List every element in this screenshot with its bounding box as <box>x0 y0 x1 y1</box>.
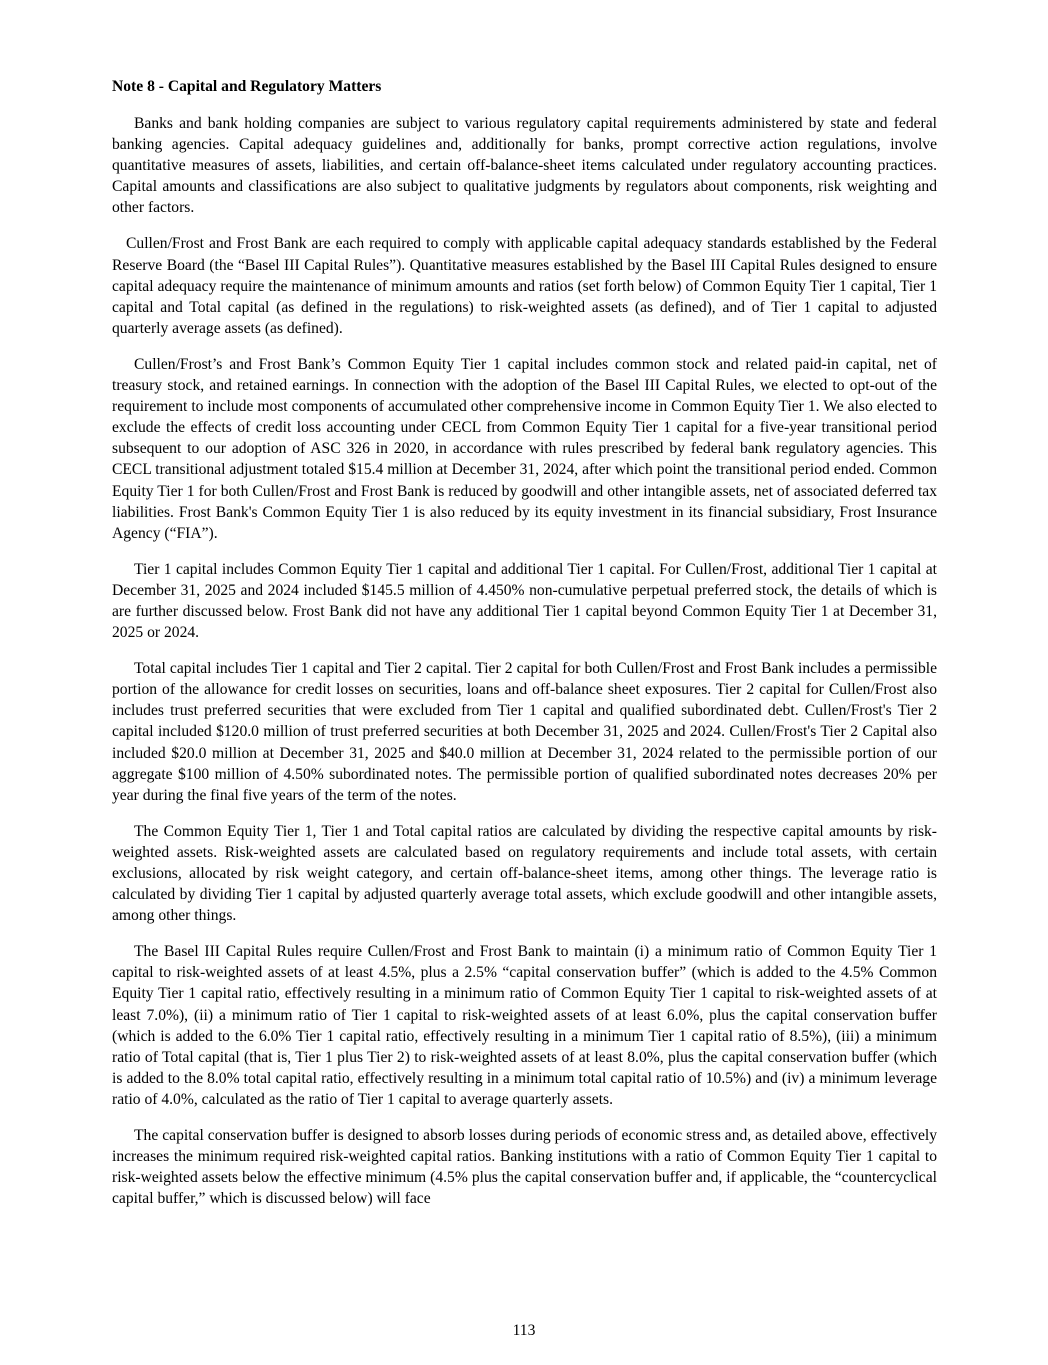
paragraph-total-capital: Total capital includes Tier 1 capital and Tier 2 capital. Tier 2 capital for both Cullen/Frost and Frost Bank includes a permissible portion of the allowance for credit losses on securities, loans and off-balance sheet exposures. Tier 2 capital for Cullen/Frost also includes trust preferred securities that were excluded from Tier 1 capital and qualified subordinated debt. Cullen/Frost's Tier 2 capital included $120.0 million of trust preferred securities at both December 31, 2025 and 2024. Cullen/Frost's Tier 2 Capital also included $20.0 million at December 31, 2025 and $40.0 million at December 31, 2024 related to the permissible portion of our aggregate $100 million of 4.50% subordinated notes. The permissible portion of qualified subordinated notes decreases 20% per year during the final five years of the term of the notes. <box>112 660 937 804</box>
paragraph-regulatory-requirements: Banks and bank holding companies are subject to various regulatory capital requirements administered by state and federal banking agencies. Capital adequacy guidelines and, additionally for banks, prompt corrective action regulations, involve quantitative measures of assets, liabilities, and certain off-balance-sheet items calculated under regulatory accounting practices. Capital amounts and classifications are also subject to qualitative judgments by regulators about components, risk weighting and other factors. <box>112 115 937 217</box>
section-heading: Note 8 - Capital and Regulatory Matters <box>112 78 382 95</box>
document-page <box>112 76 937 1224</box>
paragraph-minimum-ratios: The Basel III Capital Rules require Cullen/Frost and Frost Bank to maintain (i) a minimum ratio of Common Equity Tier 1 capital to risk-weighted assets of at least 4.5%, plus a 2.5% “capital conservation buffer” (which is added to the 4.5% Common Equity Tier 1 capital ratio, effectively resulting in a minimum ratio of Common Equity Tier 1 capital to risk-weighted assets of at least 7.0%), (ii) a minimum ratio of Tier 1 capital to risk-weighted assets of at least 6.0%, plus the capital conservation buffer (which is added to the 6.0% Tier 1 capital ratio, effectively resulting in a minimum Tier 1 capital ratio of 8.5%), (iii) a minimum ratio of Total capital (that is, Tier 1 plus Tier 2) to risk-weighted assets of at least 8.0%, plus the capital conservation buffer (which is added to the 8.0% total capital ratio, effectively resulting in a minimum total capital ratio of 10.5%) and (iv) a minimum leverage ratio of 4.0%, calculated as the ratio of Tier 1 capital to average quarterly assets. <box>112 943 937 1108</box>
page-number: 113 <box>512 1322 536 1339</box>
paragraph-capital-ratios: The Common Equity Tier 1, Tier 1 and Total capital ratios are calculated by dividing the respective capital amounts by risk-weighted assets. Risk-weighted assets are calculated based on regulatory requirements and include total assets, with certain exclusions, allocated by risk weight category, and certain off-balance-sheet items, among other things. The leverage ratio is calculated by dividing Tier 1 capital by adjusted quarterly average total assets, which exclude goodwill and other intangible assets, among other things. <box>112 822 937 925</box>
paragraph-conservation-buffer: The capital conservation buffer is designed to absorb losses during periods of economic stress and, as detailed above, effectively increases the minimum required risk-weighted capital ratios. Banking institutions with a ratio of Common Equity Tier 1 capital to risk-weighted assets below the effective minimum (4.5% plus the capital conservation buffer and, if applicable, the “countercyclical capital buffer,” which is discussed below) will face <box>112 1127 937 1208</box>
paragraph-tier1-capital: Tier 1 capital includes Common Equity Tier 1 capital and additional Tier 1 capital. For Cullen/Frost, additional Tier 1 capital at December 31, 2025 and 2024 included $145.5 million of 4.450% non-cumulative perpetual preferred stock, the details of which is are further discussed below. Frost Bank did not have any additional Tier 1 capital beyond Common Equity Tier 1 at December 31, 2025 or 2024. <box>112 560 937 642</box>
paragraph-common-equity-tier1: Cullen/Frost’s and Frost Bank’s Common Equity Tier 1 capital includes common stock and related paid-in capital, net of treasury stock, and retained earnings. In connection with the adoption of the Basel III Capital Rules, we elected to opt-out of the requirement to include most components of accumulated other comprehensive income in Common Equity Tier 1. We also elected to exclude the effects of credit loss accounting under CECL from Common Equity Tier 1 capital for a five-year transitional period subsequent to our adoption of ASC 326 in 2020, in accordance with rules prescribed by federal bank regulatory agencies. This CECL transitional adjustment totaled $15.4 million at December 31, 2024, after which point the transitional period ended. Common Equity Tier 1 for both Cullen/Frost and Frost Bank is reduced by goodwill and other intangible assets, net of associated deferred tax liabilities. Frost Bank's Common Equity Tier 1 is also reduced by its equity investment in its financial subsidiary, Frost Insurance Agency (“FIA”). <box>112 355 937 542</box>
paragraph-basel-iii-rules: Cullen/Frost and Frost Bank are each required to comply with applicable capital adequacy standards established by the Federal Reserve Board (the “Basel III Capital Rules”). Quantitative measures established by the Basel III Capital Rules designed to ensure capital adequacy require the maintenance of minimum amounts and ratios (set forth below) of Common Equity Tier 1 capital, Tier 1 capital and Total capital (as defined in the regulations) to risk-weighted assets (as defined), and of Tier 1 capital to adjusted quarterly average assets (as defined). <box>112 235 937 337</box>
